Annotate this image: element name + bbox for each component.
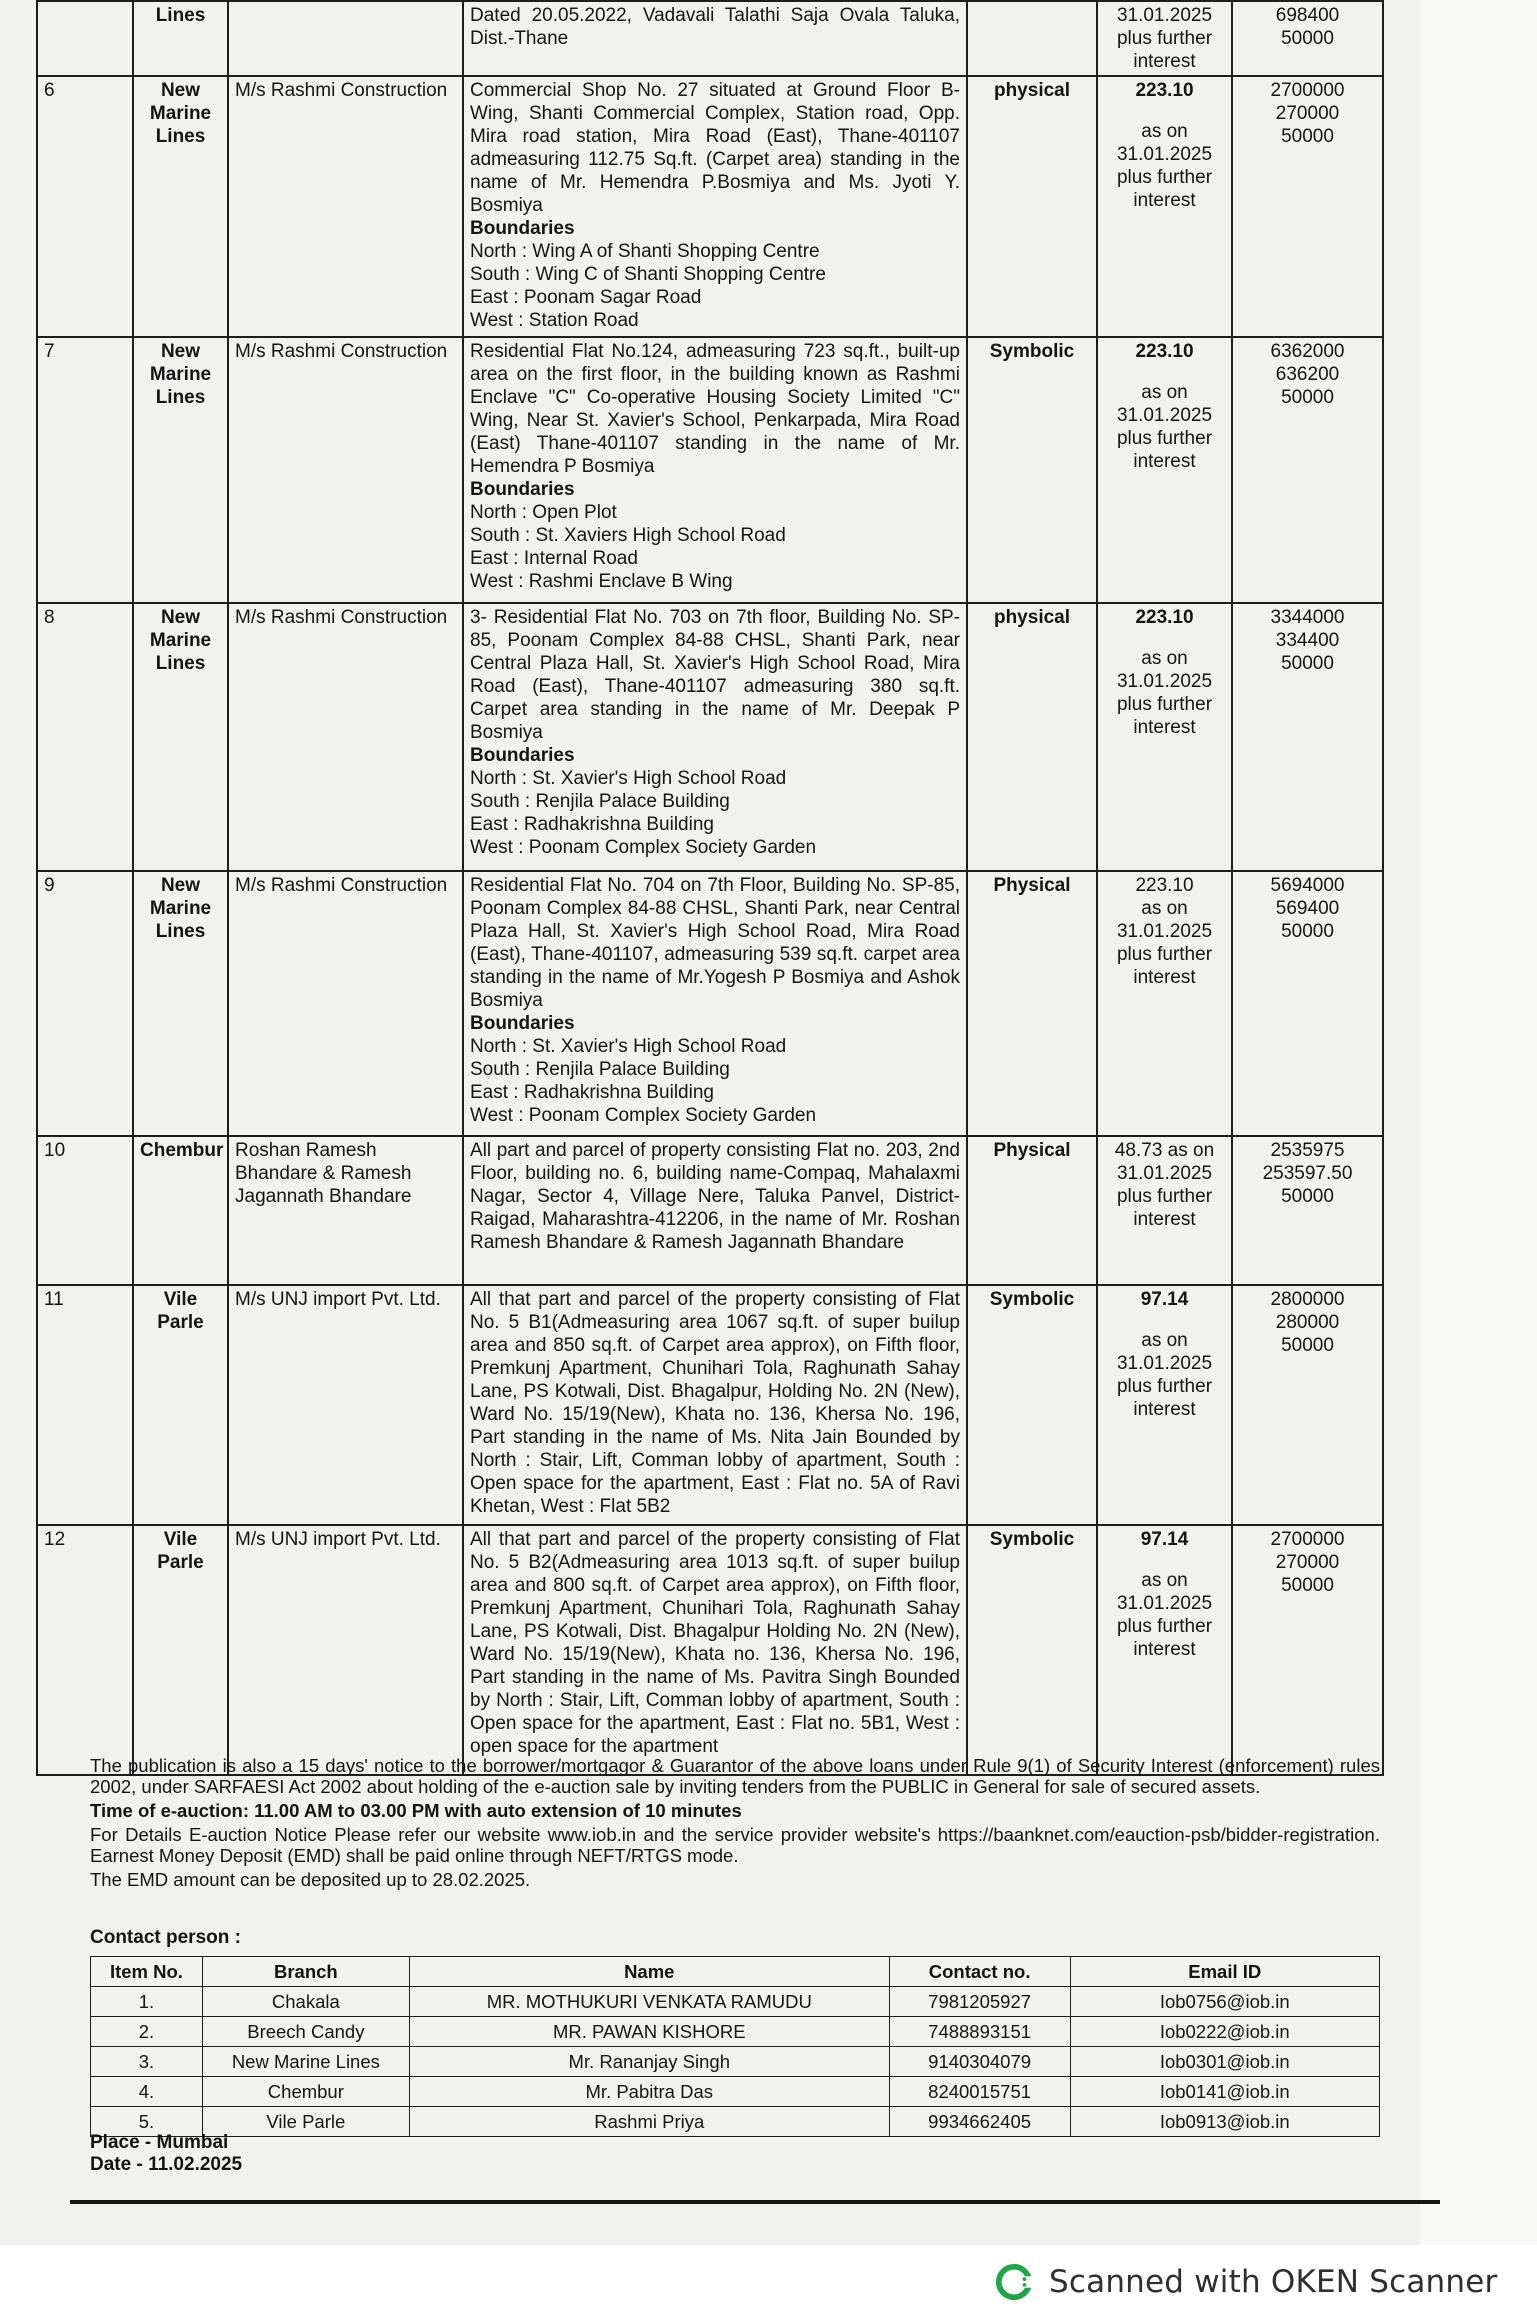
reserve-value: 2800000 bbox=[1270, 1289, 1345, 1310]
reserve-price-cell bbox=[1232, 871, 1383, 1136]
possession-cell: Physical bbox=[967, 1136, 1097, 1285]
dues-cell bbox=[1097, 76, 1232, 337]
reserve-value: 334400 bbox=[1275, 630, 1340, 651]
header-email-id: Email ID bbox=[1070, 1957, 1379, 1987]
dues-line: 31.01.2025 bbox=[1116, 1353, 1213, 1374]
contact-email-id: Iob0756@iob.in bbox=[1070, 1987, 1379, 2017]
dues-cell bbox=[1097, 1, 1232, 76]
property-description: All that part and parcel of the property consisting of Flat No. 5 B2(Admeasuring area 1013 sq.ft. of super builup area and 800 sq.ft. of Carpet area approx), on Fifth floor, Premkunj Apartment, Chunihari Tola, Raghunath Sahay Lane, PS Kotwali, Dist. Bhagalpur Holding No. 2N (New), Ward No. 15/19(New), Khata no. 136, Khersa No. 196, Part standing in the name of Ms. Pavitra Singh Bounded by North : Stair, Lift, Comman lobby of apartment, South : Open space for the apartment, East : Flat no. 5B1, West : open space for the apartment bbox=[470, 1529, 960, 1757]
dues-line: plus further bbox=[1116, 1186, 1213, 1207]
reserve-price-cell bbox=[1232, 603, 1383, 871]
contact-branch: New Marine Lines bbox=[202, 2047, 409, 2077]
reserve-value: 698400 bbox=[1275, 5, 1340, 26]
dues-cell bbox=[1097, 1136, 1232, 1285]
reserve-value: 270000 bbox=[1275, 103, 1340, 124]
dues-line: as on bbox=[1141, 1330, 1188, 1351]
boundary-line: North : Wing A of Shanti Shopping Centre bbox=[470, 241, 820, 262]
possession-cell: Symbolic bbox=[967, 1525, 1097, 1775]
contact-contact-no: 9934662405 bbox=[889, 2107, 1070, 2137]
possession-cell bbox=[967, 1, 1097, 76]
contact-row bbox=[91, 2107, 1380, 2137]
dues-line: interest bbox=[1133, 1209, 1196, 1230]
serial-number: 6 bbox=[44, 80, 55, 101]
branch-name: New Marine Lines bbox=[149, 341, 212, 408]
dues-line: 31.01.2025 bbox=[1116, 5, 1213, 26]
possession-cell: Symbolic bbox=[967, 337, 1097, 603]
property-description: All that part and parcel of the property consisting of Flat No. 5 B1(Admeasuring area 1067 sq.ft. of super builup area and 850 sq.ft. of Carpet area approx), on Fifth floor, Premkunj Apartment, Chunihari Tola, Raghunath Sahay Lane, PS Kotwali, Dist. Bhagalpur, Holding No. 2N (New), Ward No. 15/19(New), Khata no. 136, Khersa No. 196, Part standing in the name of Ms. Nita Jain Bounded by North : Stair, Lift, Comman lobby of apartment, South : Open space for the apartment, East : Flat no. 5A of Ravi Khetan, West : Flat 5B2 bbox=[470, 1289, 960, 1517]
description-cell bbox=[463, 76, 967, 337]
page-margin bbox=[1420, 0, 1537, 2245]
dues-line: 31.01.2025 bbox=[1116, 1593, 1213, 1614]
branch-cell bbox=[133, 1136, 228, 1285]
serial-cell bbox=[37, 1525, 133, 1775]
due-amount: 97.14 bbox=[1140, 1289, 1189, 1310]
place: Place - Mumbai bbox=[90, 2132, 229, 2153]
reserve-value: 50000 bbox=[1281, 653, 1334, 674]
contact-email-id: Iob0222@iob.in bbox=[1070, 2017, 1379, 2047]
contact-name: Mr. Pabitra Das bbox=[409, 2077, 889, 2107]
boundary-line: South : St. Xaviers High School Road bbox=[470, 525, 786, 546]
boundary-line: South : Renjila Palace Building bbox=[470, 1059, 730, 1080]
dues-line: 31.01.2025 bbox=[1116, 405, 1213, 426]
emd-deadline: The EMD amount can be deposited up to 28.02.2025. bbox=[90, 1869, 531, 1890]
dues-line: interest bbox=[1133, 717, 1196, 738]
borrower-cell: M/s UNJ import Pvt. Ltd. bbox=[228, 1525, 463, 1775]
property-row bbox=[37, 337, 1383, 603]
serial-number: 10 bbox=[44, 1140, 66, 1161]
description-cell bbox=[463, 1, 967, 76]
notice-text bbox=[90, 1755, 1380, 1893]
contact-name: Rashmi Priya bbox=[409, 2107, 889, 2137]
oken-logo-icon bbox=[995, 2263, 1033, 2301]
contact-item-no: 5. bbox=[91, 2107, 203, 2137]
reserve-value: 6362000 bbox=[1270, 341, 1345, 362]
reserve-value: 5694000 bbox=[1270, 875, 1345, 896]
borrower-cell: Roshan Ramesh Bhandare & Ramesh Jagannath Bhandare bbox=[228, 1136, 463, 1285]
boundaries-label: Boundaries bbox=[470, 1013, 575, 1034]
header-name: Name bbox=[409, 1957, 889, 1987]
contact-contact-no: 8240015751 bbox=[889, 2077, 1070, 2107]
description-cell bbox=[463, 603, 967, 871]
dues-line: interest bbox=[1133, 967, 1196, 988]
boundary-line: West : Rashmi Enclave B Wing bbox=[470, 571, 733, 592]
contact-email-id: Iob0301@iob.in bbox=[1070, 2047, 1379, 2077]
borrower-cell: M/s Rashmi Construction bbox=[228, 76, 463, 337]
serial-cell bbox=[37, 76, 133, 337]
property-row bbox=[37, 1285, 1383, 1525]
serial-cell bbox=[37, 603, 133, 871]
reserve-value: 569400 bbox=[1275, 898, 1340, 919]
branch-cell bbox=[133, 337, 228, 603]
serial-number: 11 bbox=[44, 1289, 64, 1310]
property-description: Dated 20.05.2022, Vadavali Talathi Saja Ovala Taluka, Dist.-Thane bbox=[470, 5, 960, 49]
dues-line: plus further bbox=[1116, 1376, 1213, 1397]
dues-line: plus further bbox=[1116, 944, 1213, 965]
contact-branch: Vile Parle bbox=[202, 2107, 409, 2137]
dues-line: as on bbox=[1141, 382, 1188, 403]
boundary-line: North : St. Xavier's High School Road bbox=[470, 1036, 787, 1057]
boundaries-label: Boundaries bbox=[470, 745, 575, 766]
reserve-price-cell bbox=[1232, 1525, 1383, 1775]
property-description: 3- Residential Flat No. 703 on 7th floor, Building No. SP-85, Poonam Complex 84-88 CHSL, Shanti Park, near Central Plaza Hall, St. Xavier's High School Road, Mira Road (East), Thane-401107 admeasuring 380 sq.ft. Carpet area standing in the name of Mr. Deepak P Bosmiya bbox=[470, 607, 960, 743]
property-row bbox=[37, 76, 1383, 337]
reserve-value: 50000 bbox=[1281, 126, 1334, 147]
header-contact-no: Contact no. bbox=[889, 1957, 1070, 1987]
contact-heading: Contact person : bbox=[90, 1927, 241, 1948]
contact-contact-no: 9140304079 bbox=[889, 2047, 1070, 2077]
branch-name: New Marine Lines bbox=[149, 875, 212, 942]
reserve-value: 636200 bbox=[1275, 364, 1340, 385]
serial-cell bbox=[37, 1285, 133, 1525]
description-cell bbox=[463, 1136, 967, 1285]
boundary-line: West : Poonam Complex Society Garden bbox=[470, 1105, 817, 1126]
serial-number: 9 bbox=[44, 875, 55, 896]
possession-cell: physical bbox=[967, 603, 1097, 871]
branch-name: Vile Parle bbox=[157, 1529, 204, 1573]
due-amount: 223.10 bbox=[1135, 80, 1194, 101]
boundary-line: North : Open Plot bbox=[470, 502, 617, 523]
dues-line: plus further bbox=[1116, 694, 1213, 715]
dues-cell bbox=[1097, 871, 1232, 1136]
property-row bbox=[37, 1136, 1383, 1285]
dues-line: interest bbox=[1133, 190, 1196, 211]
contact-row bbox=[91, 2017, 1380, 2047]
contact-name: MR. MOTHUKURI VENKATA RAMUDU bbox=[409, 1987, 889, 2017]
contact-branch: Chembur bbox=[202, 2077, 409, 2107]
dues-line: 223.10 bbox=[1135, 875, 1194, 896]
reserve-value: 270000 bbox=[1275, 1552, 1340, 1573]
header-item-no: Item No. bbox=[91, 1957, 203, 1987]
dues-line: 31.01.2025 bbox=[1116, 1163, 1213, 1184]
dues-line: interest bbox=[1133, 1639, 1196, 1660]
reserve-value: 50000 bbox=[1281, 28, 1334, 49]
reserve-value: 2535975 bbox=[1270, 1140, 1345, 1161]
dues-line: interest bbox=[1133, 1399, 1196, 1420]
contact-name: Mr. Rananjay Singh bbox=[409, 2047, 889, 2077]
serial-number: 12 bbox=[44, 1529, 66, 1550]
reserve-value: 50000 bbox=[1281, 1575, 1334, 1596]
auction-property-table bbox=[36, 0, 1384, 1776]
watermark-text: Scanned with OKEN Scanner bbox=[1049, 2264, 1498, 2300]
notice-details: For Details E-auction Notice Please refer our website www.iob.in and the service provider website's https://baanknet.com/eauction-psb/bidder-registration. Earnest Money Deposit (EMD) shall be paid online through NEFT/RTGS mode. bbox=[90, 1824, 1380, 1866]
dues-cell bbox=[1097, 1285, 1232, 1525]
reserve-value: 50000 bbox=[1281, 921, 1334, 942]
dues-line: 31.01.2025 bbox=[1116, 671, 1213, 692]
due-amount: 97.14 bbox=[1140, 1529, 1189, 1550]
branch-name: Lines bbox=[155, 5, 206, 26]
boundary-line: East : Radhakrishna Building bbox=[470, 1082, 714, 1103]
date: Date - 11.02.2025 bbox=[90, 2154, 243, 2175]
branch-name: New Marine Lines bbox=[149, 607, 212, 674]
branch-cell bbox=[133, 76, 228, 337]
dues-line: as on bbox=[1141, 898, 1188, 919]
dues-line: as on bbox=[1141, 648, 1188, 669]
reserve-value: 2700000 bbox=[1270, 1529, 1345, 1550]
dues-line: interest bbox=[1133, 451, 1196, 472]
dues-line: as on bbox=[1141, 121, 1188, 142]
branch-name: Vile Parle bbox=[157, 1289, 204, 1333]
contact-header-row bbox=[91, 1957, 1380, 1987]
branch-cell bbox=[133, 1, 228, 76]
scanner-watermark bbox=[995, 2262, 1497, 2302]
reserve-value: 50000 bbox=[1281, 1186, 1334, 1207]
borrower-cell: M/s Rashmi Construction bbox=[228, 871, 463, 1136]
borrower-cell: M/s UNJ import Pvt. Ltd. bbox=[228, 1285, 463, 1525]
reserve-price-cell bbox=[1232, 1136, 1383, 1285]
reserve-value: 50000 bbox=[1281, 387, 1334, 408]
borrower-cell: M/s Rashmi Construction bbox=[228, 337, 463, 603]
dues-cell bbox=[1097, 1525, 1232, 1775]
dues-line: as on bbox=[1141, 1570, 1188, 1591]
dues-line: plus further bbox=[1116, 1616, 1213, 1637]
borrower-cell: M/s Rashmi Construction bbox=[228, 603, 463, 871]
reserve-value: 50000 bbox=[1281, 1335, 1334, 1356]
boundary-line: North : St. Xavier's High School Road bbox=[470, 768, 787, 789]
header-branch: Branch bbox=[202, 1957, 409, 1987]
dues-line: 48.73 as on bbox=[1114, 1140, 1215, 1161]
serial-cell bbox=[37, 1, 133, 76]
reserve-value: 2700000 bbox=[1270, 80, 1345, 101]
bottom-rule bbox=[70, 2200, 1440, 2204]
contact-row bbox=[91, 1987, 1380, 2017]
dues-cell bbox=[1097, 337, 1232, 603]
contact-item-no: 4. bbox=[91, 2077, 203, 2107]
reserve-value: 280000 bbox=[1275, 1312, 1340, 1333]
boundary-line: East : Radhakrishna Building bbox=[470, 814, 714, 835]
serial-number: 7 bbox=[44, 341, 55, 362]
reserve-price-cell bbox=[1232, 1285, 1383, 1525]
branch-cell bbox=[133, 1525, 228, 1775]
possession-cell: physical bbox=[967, 76, 1097, 337]
property-description: All part and parcel of property consisting Flat no. 203, 2nd Floor, building no. 6, building name-Compaq, Mahalaxmi Nagar, Sector 4, Village Nere, Taluka Panvel, District-Raigad, Maharashtra-412206, in the name of Mr. Roshan Ramesh Bhandare & Ramesh Jagannath Bhandare bbox=[470, 1140, 960, 1253]
contact-email-id: Iob0141@iob.in bbox=[1070, 2077, 1379, 2107]
description-cell bbox=[463, 871, 967, 1136]
contact-row bbox=[91, 2077, 1380, 2107]
boundary-line: South : Renjila Palace Building bbox=[470, 791, 730, 812]
property-row bbox=[37, 603, 1383, 871]
property-description: Commercial Shop No. 27 situated at Ground Floor B-Wing, Shanti Commercial Complex, Station road, Opp. Mira road station, Mira Road (East), Thane-401107 admeasuring 112.75 Sq.ft. (Carpet area) standing in the name of Mr. Hemendra P.Bosmiya and Ms. Jyoti Y. Bosmiya bbox=[470, 80, 960, 216]
dues-line: interest bbox=[1133, 51, 1196, 72]
property-row bbox=[37, 1525, 1383, 1775]
contact-name: MR. PAWAN KISHORE bbox=[409, 2017, 889, 2047]
possession-cell: Physical bbox=[967, 871, 1097, 1136]
description-cell bbox=[463, 337, 967, 603]
notice-paragraph: The publication is also a 15 days' notice to the borrower/mortgagor & Guarantor of the above loans under Rule 9(1) of Security Interest (enforcement) rules 2002, under SARFAESI Act 2002 about holding of the e-auction sale by inviting tenders from the PUBLIC in General for sale of secured assets. bbox=[90, 1755, 1380, 1797]
description-cell bbox=[463, 1285, 967, 1525]
dues-line: plus further bbox=[1116, 28, 1213, 49]
dues-line: plus further bbox=[1116, 428, 1213, 449]
boundary-line: West : Poonam Complex Society Garden bbox=[470, 837, 817, 858]
branch-cell bbox=[133, 871, 228, 1136]
boundaries-label: Boundaries bbox=[470, 479, 575, 500]
reserve-value: 253597.50 bbox=[1262, 1163, 1353, 1184]
boundary-line: South : Wing C of Shanti Shopping Centre bbox=[470, 264, 826, 285]
auction-time: Time of e-auction: 11.00 AM to 03.00 PM with auto extension of 10 minutes bbox=[90, 1800, 742, 1821]
contact-item-no: 3. bbox=[91, 2047, 203, 2077]
boundary-line: East : Poonam Sagar Road bbox=[470, 287, 702, 308]
contact-contact-no: 7981205927 bbox=[889, 1987, 1070, 2017]
contact-person-table bbox=[90, 1956, 1380, 2137]
reserve-price-cell bbox=[1232, 337, 1383, 603]
serial-number: 8 bbox=[44, 607, 55, 628]
dues-line: 31.01.2025 bbox=[1116, 921, 1213, 942]
property-row bbox=[37, 871, 1383, 1136]
property-row bbox=[37, 1, 1383, 76]
boundary-line: East : Internal Road bbox=[470, 548, 638, 569]
contact-email-id: Iob0913@iob.in bbox=[1070, 2107, 1379, 2137]
branch-cell bbox=[133, 603, 228, 871]
property-description: Residential Flat No.124, admeasuring 723 sq.ft., built-up area on the first floor, in the building known as Rashmi Enclave "C" Co-operative Housing Society Limited "C" Wing, Near St. Xavier's School, Penkarpada, Mira Road (East) Thane-401107 standing in the name of Mr. Hemendra P Bosmiya bbox=[470, 341, 960, 477]
contact-branch: Chakala bbox=[202, 1987, 409, 2017]
due-amount: 223.10 bbox=[1135, 341, 1194, 362]
contact-item-no: 2. bbox=[91, 2017, 203, 2047]
branch-name: New Marine Lines bbox=[149, 80, 212, 147]
place-date bbox=[90, 2132, 242, 2176]
contact-contact-no: 7488893151 bbox=[889, 2017, 1070, 2047]
property-description: Residential Flat No. 704 on 7th Floor, Building No. SP-85, Poonam Complex 84-88 CHSL, Shanti Park, near Central Plaza Hall, St. Xavier's High School Road, Mira Road (East), Thane-401107, admeasuring 539 sq.ft. carpet area standing in the name of Mr.Yogesh P Bosmiya and Ashok Bosmiya bbox=[470, 875, 960, 1011]
reserve-price-cell bbox=[1232, 1, 1383, 76]
borrower-cell bbox=[228, 1, 463, 76]
dues-cell bbox=[1097, 603, 1232, 871]
due-amount: 223.10 bbox=[1135, 607, 1194, 628]
dues-line: 31.01.2025 bbox=[1116, 144, 1213, 165]
serial-cell bbox=[37, 337, 133, 603]
serial-cell bbox=[37, 1136, 133, 1285]
contact-row bbox=[91, 2047, 1380, 2077]
description-cell bbox=[463, 1525, 967, 1775]
boundary-line: West : Station Road bbox=[470, 310, 639, 331]
contact-item-no: 1. bbox=[91, 1987, 203, 2017]
dues-line: plus further bbox=[1116, 167, 1213, 188]
possession-cell: Symbolic bbox=[967, 1285, 1097, 1525]
branch-cell bbox=[133, 1285, 228, 1525]
branch-name: Chembur bbox=[140, 1140, 224, 1161]
boundaries-label: Boundaries bbox=[470, 218, 575, 239]
serial-cell bbox=[37, 871, 133, 1136]
reserve-price-cell bbox=[1232, 76, 1383, 337]
contact-branch: Breech Candy bbox=[202, 2017, 409, 2047]
reserve-value: 3344000 bbox=[1270, 607, 1345, 628]
